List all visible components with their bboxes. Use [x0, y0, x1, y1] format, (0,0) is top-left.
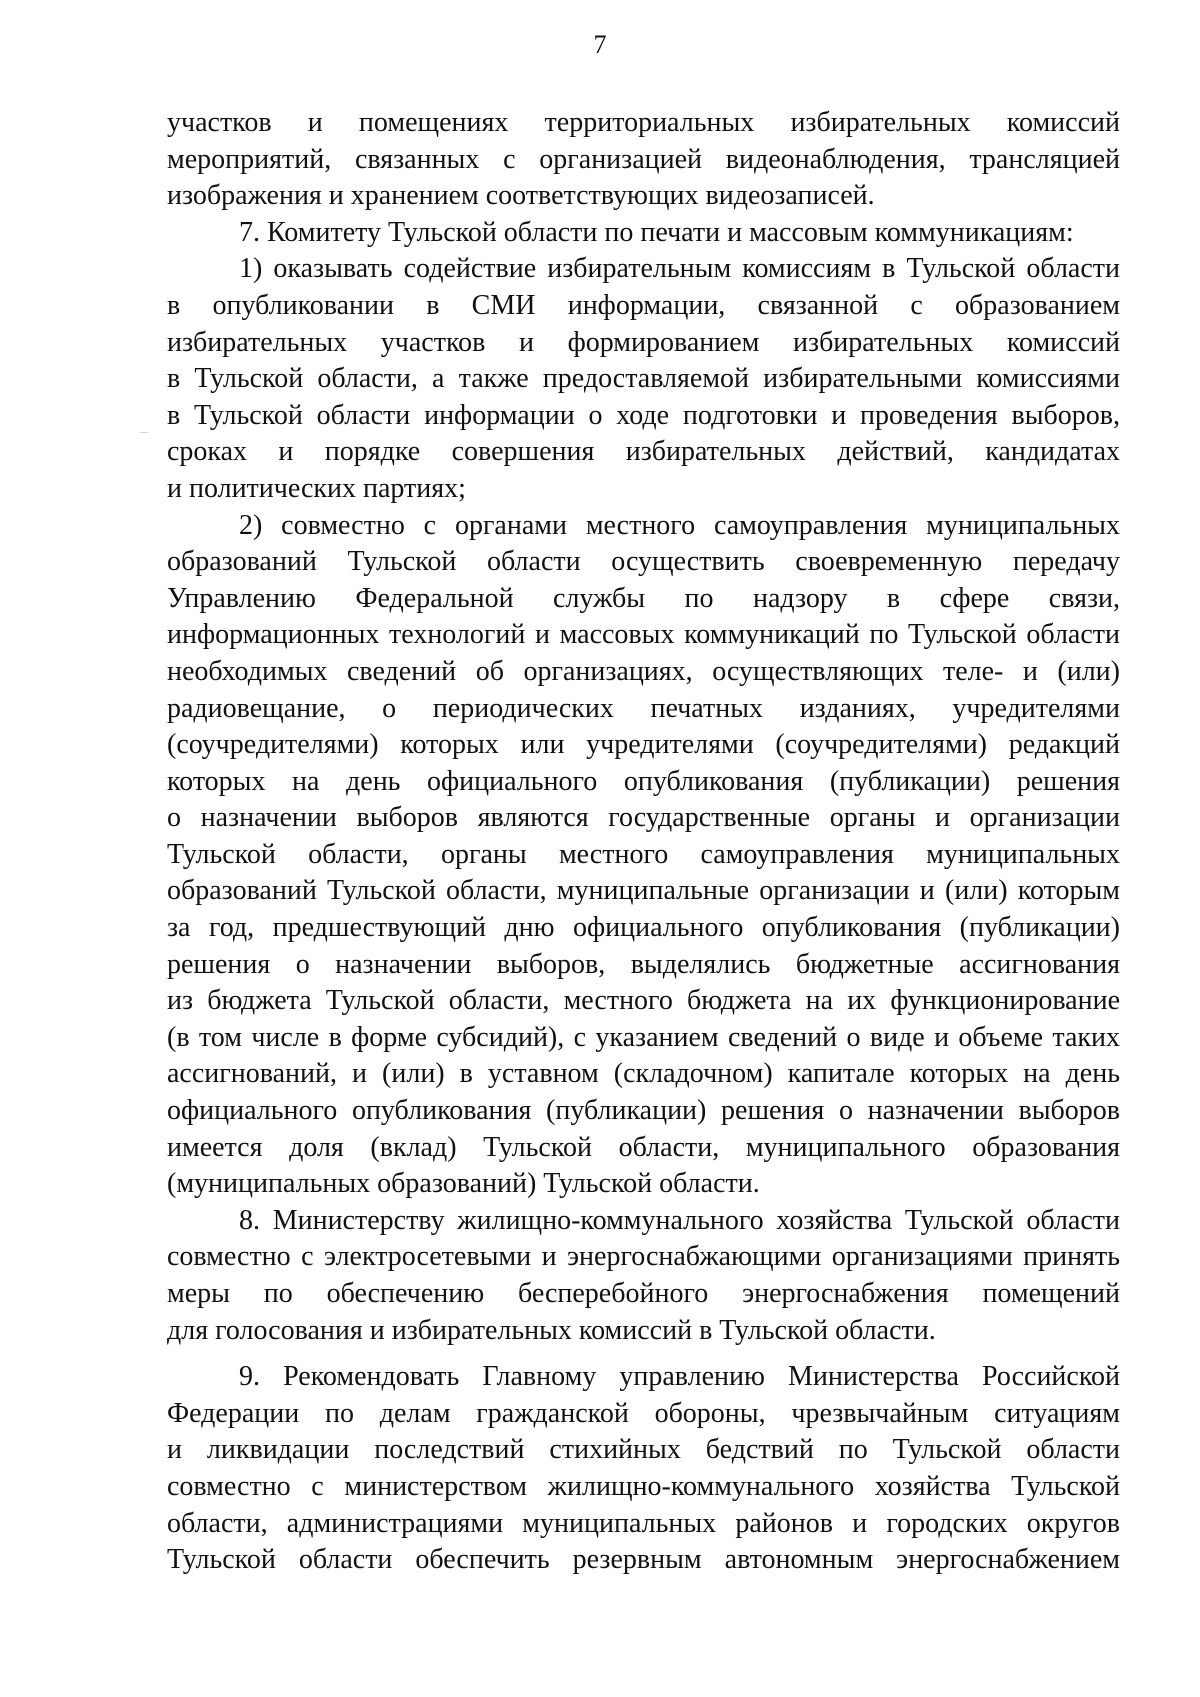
- text-line: радиовещание, о периодических печатных изданиях, учредителями: [167, 692, 1120, 724]
- text-line: образований Тульской области осуществить своевременную передачу: [167, 546, 1120, 578]
- scan-margin-mark: [140, 432, 148, 433]
- text-line: которых на день официального опубликования (публикации) решения: [167, 765, 1120, 797]
- text-line: для голосования и избирательных комиссий в Тульской области.: [167, 1314, 936, 1346]
- text-line: Федерации по делам гражданской обороны, чрезвычайным ситуациям: [167, 1397, 1120, 1429]
- text-line: 2) совместно с органами местного самоуправления муниципальных: [239, 509, 1120, 541]
- text-line: в Тульской области информации о ходе подготовки и проведения выборов,: [167, 399, 1120, 431]
- text-line: и политических партиях;: [167, 472, 466, 504]
- text-line: Тульской области, органы местного самоуправления муниципальных: [167, 838, 1120, 870]
- text-line: и ликвидации последствий стихийных бедствий по Тульской области: [167, 1434, 1120, 1466]
- text-line: (соучредителями) которых или учредителями (соучредителями) редакций: [167, 729, 1120, 761]
- text-line: в опубликовании в СМИ информации, связанной с образованием: [167, 289, 1120, 321]
- text-line: области, администрациями муниципальных районов и городских округов: [167, 1507, 1120, 1539]
- text-line: официального опубликования (публикации) решения о назначении выборов: [167, 1095, 1120, 1127]
- text-line: имеется доля (вклад) Тульской области, муниципального образования: [167, 1131, 1120, 1163]
- text-line: (муниципальных образований) Тульской области.: [167, 1168, 760, 1200]
- text-line: ассигнований, и (или) в уставном (складочном) капитале которых на день: [167, 1058, 1120, 1090]
- text-line: образований Тульской области, муниципальные организации и (или) которым: [167, 875, 1120, 907]
- text-line: 1) оказывать содействие избирательным комиссиям в Тульской области: [239, 253, 1120, 285]
- paragraph-item-7-1: [167, 251, 1120, 507]
- text-line: в Тульской области, а также предоставляемой избирательными комиссиями: [167, 363, 1120, 395]
- text-line: за год, предшествующий дню официального опубликования (публикации): [167, 912, 1120, 944]
- text-line: сроках и порядке совершения избирательных действий, кандидатах: [167, 436, 1120, 468]
- text-line: мероприятий, связанных с организацией видеонаблюдения, трансляцией: [167, 143, 1120, 175]
- document-body: [167, 105, 1120, 1579]
- text-line: 9. Рекомендовать Главному управлению Министерства Российской: [239, 1361, 1120, 1393]
- paragraph-item-7-2: [167, 508, 1120, 1203]
- text-line: совместно с электросетевыми и энергоснабжающими организациями принять: [167, 1241, 1120, 1273]
- page-number: 7: [593, 30, 607, 59]
- paragraph-item-8: [167, 1203, 1120, 1349]
- paragraph-continuation: [167, 105, 1120, 215]
- text-line: 7. Комитету Тульской области по печати и массовым коммуникациям:: [239, 216, 1074, 248]
- text-line: Управлению Федеральной службы по надзору в сфере связи,: [167, 582, 1120, 614]
- text-line: меры по обеспечению бесперебойного энергоснабжения помещений: [167, 1278, 1120, 1309]
- text-line: о назначении выборов являются государственные органы и организации: [167, 802, 1120, 834]
- text-line: необходимых сведений об организациях, осуществляющих теле- и (или): [167, 655, 1120, 687]
- text-line: Тульской области обеспечить резервным автономным энергоснабжением: [167, 1544, 1120, 1576]
- paragraph-gap: [167, 1349, 1120, 1359]
- text-line: участков и помещениях территориальных избирательных комиссий: [167, 107, 1120, 138]
- text-line: 8. Министерству жилищно-коммунального хозяйства Тульской области: [239, 1204, 1120, 1236]
- text-line: (в том числе в форме субсидий), с указанием сведений о виде и объеме таких: [167, 1021, 1120, 1053]
- paragraph-item-7: [167, 215, 1120, 252]
- text-line: совместно с министерством жилищно-коммунального хозяйства Тульской: [167, 1470, 1120, 1502]
- text-line: избирательных участков и формированием избирательных комиссий: [167, 326, 1120, 358]
- text-line: из бюджета Тульской области, местного бюджета на их функционирование: [167, 985, 1120, 1017]
- text-line: изображения и хранением соответствующих видеозаписей.: [167, 180, 875, 212]
- paragraph-item-9: [167, 1359, 1120, 1579]
- text-line: решения о назначении выборов, выделялись бюджетные ассигнования: [167, 948, 1120, 980]
- text-line: информационных технологий и массовых коммуникаций по Тульской области: [167, 619, 1120, 651]
